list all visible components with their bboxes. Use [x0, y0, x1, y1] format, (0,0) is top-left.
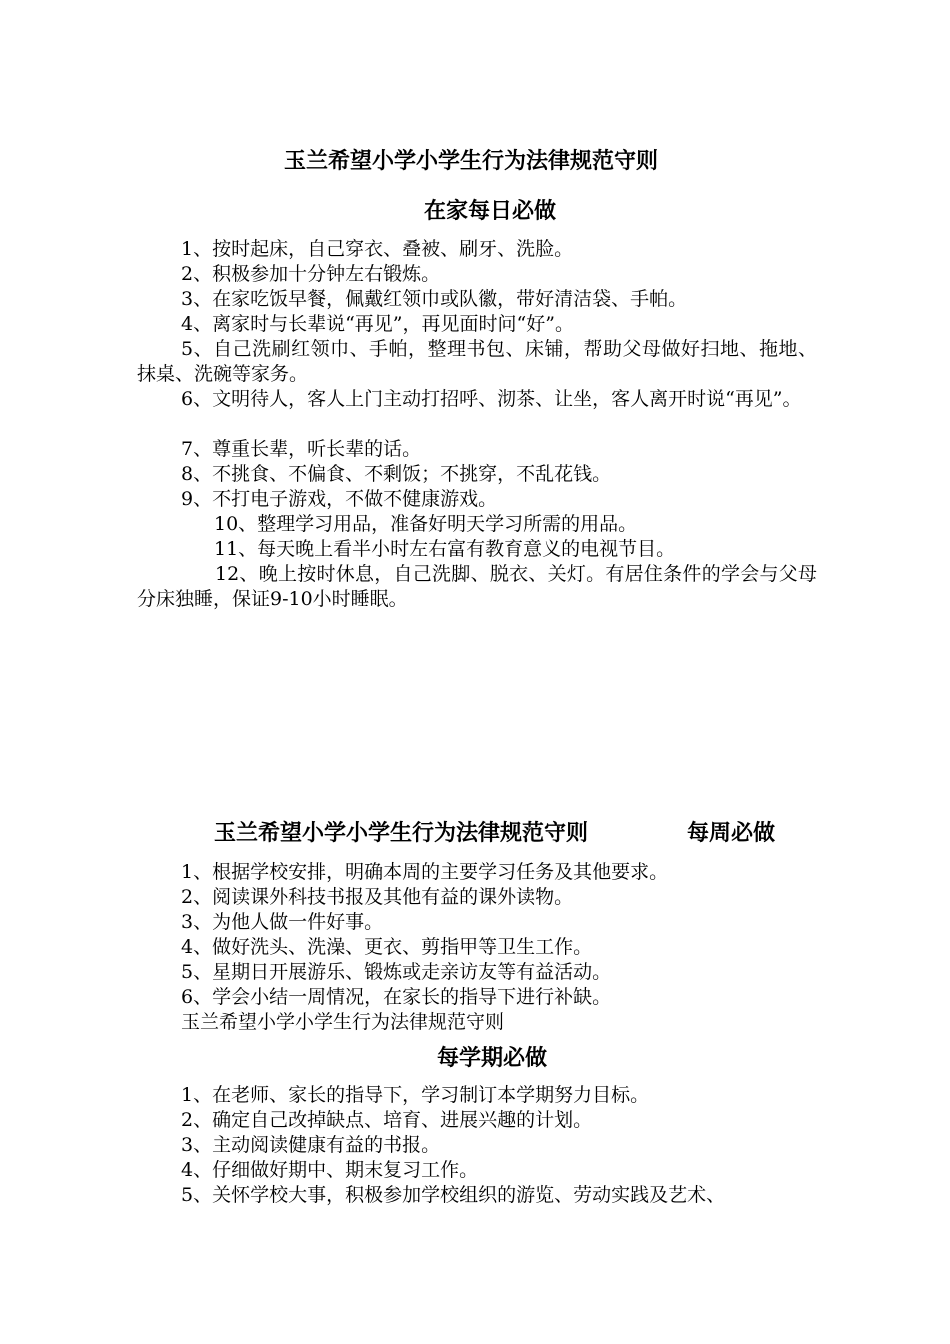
section1-item-3: 3、在家吃饭早餐，佩戴红领巾或队徽，带好清洁袋、手帕。 — [181, 288, 688, 310]
section2-item-5: 5、星期日开展游乐、锻炼或走亲访友等有益活动。 — [181, 961, 612, 983]
section2-item-6: 6、学会小结一周情况，在家长的指导下进行补缺。 — [181, 986, 612, 1008]
section1-item-9: 9、不打电子游戏，不做不健康游戏。 — [181, 488, 498, 510]
section1-item-6: 6、文明待人，客人上门主动打招呼、沏茶、让坐，客人离开时说“再见”。 — [181, 388, 802, 410]
section2-item-1: 1、根据学校安排，明确本周的主要学习任务及其他要求。 — [181, 861, 669, 883]
section2-subtitle: 每周必做 — [687, 821, 776, 846]
section2-item-4: 4、做好洗头、洗澡、更衣、剪指甲等卫生工作。 — [181, 936, 593, 958]
section1-item-10: 10、整理学习用品，准备好明天学习所需的用品。 — [214, 513, 638, 535]
section2-item-3: 3、为他人做一件好事。 — [181, 911, 384, 933]
section1-item-7: 7、尊重长辈，听长辈的话。 — [181, 438, 422, 460]
section1-item-4: 4、离家时与长辈说“再见”，再见面时问“好”。 — [181, 313, 574, 335]
section1-subtitle: 在家每日必做 — [424, 199, 557, 224]
section3-item-4: 4、仔细做好期中、期末复习工作。 — [181, 1159, 479, 1181]
section1-item-1: 1、按时起床，自己穿衣、叠被、刷牙、洗脸。 — [181, 238, 574, 260]
section1-item-11: 11、每天晚上看半小时左右富有教育意义的电视节目。 — [214, 538, 676, 560]
section2-title: 玉兰希望小学小学生行为法律规范守则 — [214, 821, 589, 846]
section3-item-2: 2、确定自己改掉缺点、培育、进展兴趣的计划。 — [181, 1109, 593, 1131]
section1-item-12: 12、晚上按时休息，自己洗脚、脱衣、关灯。有居住条件的学会与父母分床独睡，保证9-10小时睡眠。 — [137, 563, 817, 610]
section2-item-2: 2、阅读课外科技书报及其他有益的课外读物。 — [181, 886, 574, 908]
section1-item-8: 8、不挑食、不偏食、不剩饭；不挑穿，不乱花钱。 — [181, 463, 612, 485]
section3-item-1: 1、在老师、家长的指导下，学习制订本学期努力目标。 — [181, 1084, 650, 1106]
section3-item-5: 5、关怀学校大事，积极参加学校组织的游览、劳动实践及艺术、 — [181, 1184, 726, 1206]
section1-item-5: 5、自己洗刷红领巾、手帕，整理书包、床铺，帮助父母做好扫地、拖地、抹桌、洗碗等家务。 — [137, 338, 817, 385]
section1-title: 玉兰希望小学小学生行为法律规范守则 — [284, 149, 659, 174]
section3-item-3: 3、主动阅读健康有益的书报。 — [181, 1134, 441, 1156]
section3-subtitle: 每学期必做 — [437, 1046, 548, 1071]
section1-item-2: 2、积极参加十分钟左右锻炼。 — [181, 263, 441, 285]
section3-title: 玉兰希望小学小学生行为法律规范守则 — [181, 1011, 505, 1033]
